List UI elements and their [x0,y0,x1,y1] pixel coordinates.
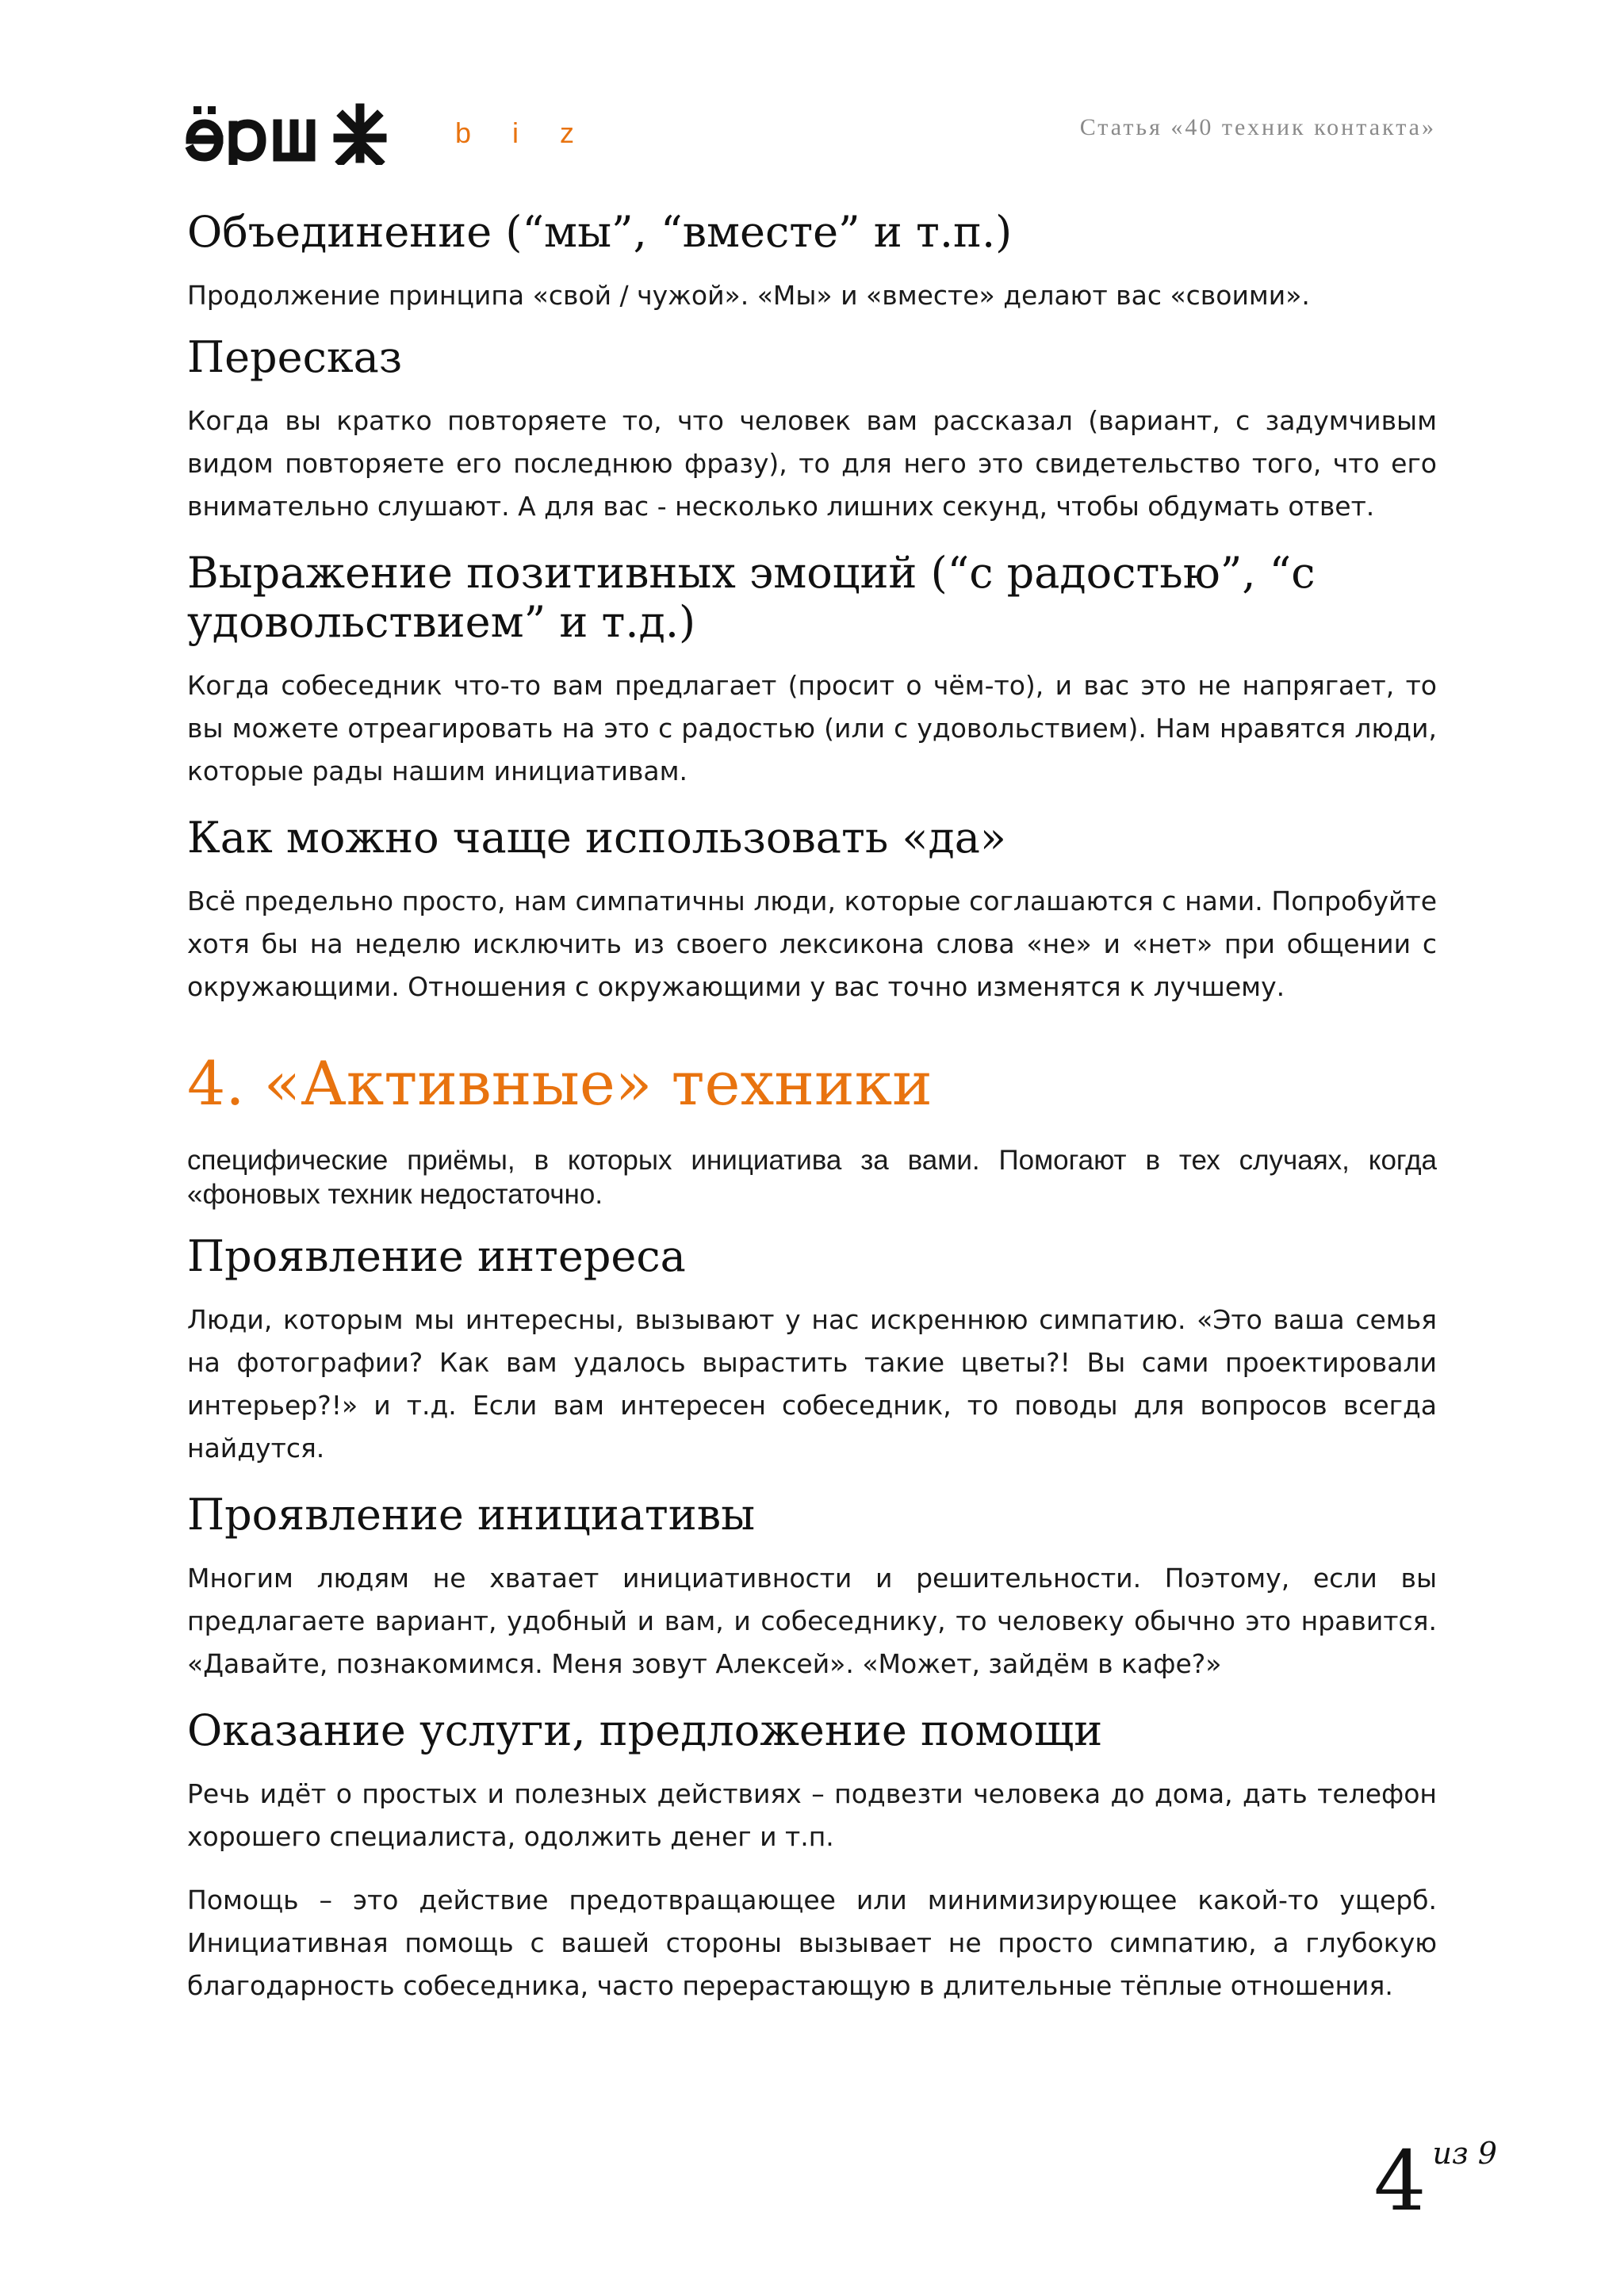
subheading: Выражение позитивных эмоций (“с радостью”, “с удовольствием” и т.д.) [187,548,1316,647]
subheading: Пересказ [187,332,403,382]
subheading: Проявление инициативы [187,1490,756,1540]
paragraph: Всё предельно просто, нам симпатичны люди, которые соглашаются с нами. Попробуйте хотя бы на неделю исключить из своего лексикона слова «не» и «нет» при общении с окружающими. Отношения с окружающими у вас точно изменятся к лучшему. [187,886,1437,1002]
logo-biz-letter: i [512,117,519,149]
paragraph: Когда собеседник что-то вам предлагает (просит о чём-то), и вас это не напрягает, то вы можете отреагировать на это с радостью (или с удовольствием). Нам нравятся люди, которые рады нашим инициативам. [187,670,1437,786]
page-total: из 9 [1432,2136,1497,2171]
paragraph: Многим людям не хватает инициативности и решительности. Поэтому, если вы предлагаете вариант, удобный и вам, и собеседнику, то человеку обычно это нравится. «Давайте, познакомимся. Меня зовут Алексей». «Может, зайдём в кафе?» [187,1563,1437,1679]
logo-biz-label [455,119,574,147]
article-content [187,208,1437,2028]
page-number: 4 [1373,2133,1427,2229]
paragraph: Помощь – это действие предотвращающее или минимизирующее какой-то ущерб. Инициативная помощь с вашей стороны вызывает не просто симпатию, а глубокую благодарность собеседника, часто перерастающую в длительные тёплые отношения. [187,1885,1437,2001]
paragraph: Люди, которым мы интересны, вызывают у нас искреннюю симпатию. «Это ваша семья на фотографии? Как вам удалось вырастить такие цветы?! Вы сами проектировали интерьер?!» и т.д. Если вам интересен собеседник, то поводы для вопросов всегда найдутся. [187,1304,1437,1464]
document-title: Статья «40 техник контакта» [1079,114,1436,140]
logo-biz-letter: z [560,117,575,149]
logo-biz-letter: b [455,117,472,149]
subheading: Объединение (“мы”, “вместе” и т.п.) [187,207,1013,257]
section-heading: 4. «Активные» техники [187,1048,933,1119]
ersh-logo-icon [184,101,398,165]
subheading: Оказание услуги, предложение помощи [187,1705,1103,1755]
subheading: Проявление интереса [187,1231,686,1281]
page-indicator [1373,2133,1497,2229]
paragraph: Речь идёт о простых и полезных действиях – подвезти человека до дома, дать телефон хорошего специалиста, одолжить денег и т.п. [187,1778,1437,1852]
subheading: Как можно чаще использовать «да» [187,813,1006,863]
paragraph: Когда вы кратко повторяете то, что человек вам рассказал (вариант, с задумчивым видом повторяете его последнюю фразу), то для него это свидетельство того, что его внимательно слушают. А для вас - несколько лишних секунд, чтобы обдумать ответ. [187,405,1437,522]
paragraph: Продолжение принципа «свой / чужой». «Мы» и «вместе» делают вас «своими». [187,280,1310,311]
site-logo [184,101,574,165]
section-intro: специфические приёмы, в которых инициатива за вами. Помогают в тех случаях, когда «фоновых техник недостаточно. [187,1145,1437,1210]
